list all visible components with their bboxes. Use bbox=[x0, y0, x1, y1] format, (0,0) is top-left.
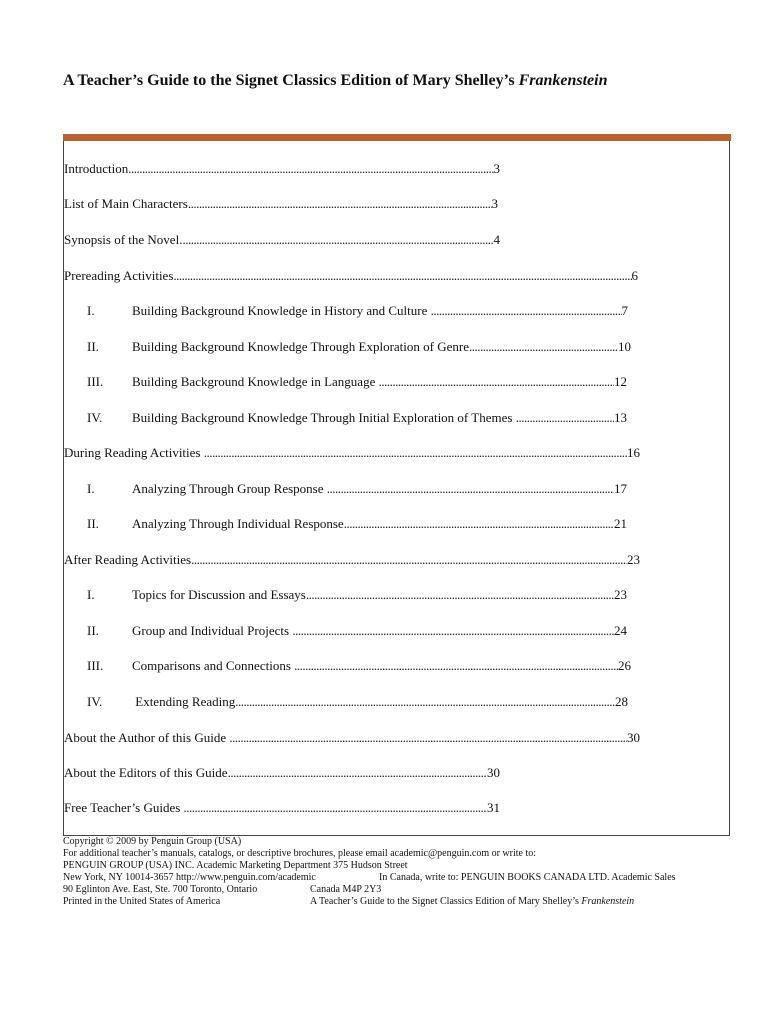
toc-leader-dots bbox=[235, 693, 615, 711]
toc-leader-dots bbox=[327, 480, 614, 498]
toc-leader-dots bbox=[469, 338, 618, 356]
toc-entry-page: 30 bbox=[627, 730, 640, 745]
publisher-line: PENGUIN GROUP (USA) INC. Academic Marketing Department 375 Hudson Street bbox=[63, 860, 408, 871]
toc-entry-label: Free Teacher’s Guides bbox=[64, 800, 184, 815]
toc-entry-number: II. bbox=[87, 516, 99, 531]
toc-leader-dots bbox=[128, 160, 493, 178]
toc-entry[interactable] bbox=[64, 622, 627, 640]
toc-entry-number: I. bbox=[87, 481, 95, 496]
toc-entry-label: Building Background Knowledge in History and Culture bbox=[132, 303, 431, 318]
address-row bbox=[63, 872, 743, 884]
toc-entry[interactable] bbox=[64, 338, 631, 356]
toc-entry[interactable] bbox=[64, 586, 627, 604]
toc-leader-dots bbox=[228, 764, 487, 782]
toc-entry[interactable] bbox=[64, 302, 628, 320]
toc-leader-dots bbox=[204, 444, 627, 462]
toc-entry-page: 28 bbox=[615, 694, 628, 709]
title-italic: Frankenstein bbox=[518, 72, 608, 89]
toc-entry[interactable] bbox=[64, 373, 627, 391]
canada-postal: Canada M4P 2Y3 bbox=[310, 884, 382, 895]
copyright-line: Copyright © 2009 by Penguin Group (USA) bbox=[63, 836, 242, 847]
table-of-contents bbox=[63, 141, 730, 836]
toc-entry[interactable] bbox=[64, 657, 631, 675]
canada-write: In Canada, write to: PENGUIN BOOKS CANADA LTD. Academic Sales bbox=[379, 872, 676, 883]
toc-leader-dots bbox=[229, 729, 627, 747]
toc-leader-dots bbox=[431, 302, 622, 320]
toc-entry-number: IV. bbox=[87, 694, 103, 709]
toc-entry-label: About the Author of this Guide bbox=[64, 730, 230, 745]
toc-entry[interactable] bbox=[64, 551, 640, 569]
footer-guide-title-text: A Teacher’s Guide to the Signet Classics Edition of Mary Shelley’s bbox=[310, 896, 582, 907]
toc-entry[interactable] bbox=[64, 231, 500, 249]
canada-row bbox=[63, 884, 743, 896]
toc-entry-page: 13 bbox=[614, 410, 627, 425]
toc-entry-page: 3 bbox=[491, 196, 498, 211]
toc-leader-dots bbox=[184, 799, 487, 817]
toc-entry-page: 6 bbox=[631, 268, 638, 283]
additional-info-line: For additional teacher’s manuals, catalogs, or descriptive brochures, please email academic@penguin.com or write to: bbox=[63, 848, 537, 859]
toc-entry-page: 23 bbox=[614, 587, 627, 602]
toc-entry-page: 24 bbox=[614, 623, 627, 638]
toc-entry-page: 26 bbox=[618, 658, 631, 673]
toc-leader-dots bbox=[306, 586, 614, 604]
toc-entry-label: Synopsis of the Novel. bbox=[64, 232, 183, 247]
toc-entry-number: I. bbox=[87, 303, 95, 318]
toc-entry-page: 21 bbox=[614, 516, 627, 531]
toc-entry-page: 10 bbox=[618, 339, 631, 354]
toc-entry-page: 12 bbox=[614, 374, 627, 389]
toc-entry-page: 4 bbox=[493, 232, 500, 247]
toc-leader-dots bbox=[191, 551, 627, 569]
toc-entry-label: Extending Reading bbox=[132, 694, 236, 709]
toc-entry-label: Analyzing Through Group Response bbox=[132, 481, 327, 496]
toc-leader-dots bbox=[344, 515, 614, 533]
toc-entry-page: 17 bbox=[614, 481, 627, 496]
toc-entry-label: Building Background Knowledge Through Exploration of Genre bbox=[132, 339, 469, 354]
toc-entry-number: III. bbox=[87, 374, 104, 389]
toc-leader-dots bbox=[294, 657, 618, 675]
title-divider bbox=[63, 134, 731, 141]
toc-entry-page: 31 bbox=[487, 800, 500, 815]
toc-entry[interactable] bbox=[64, 693, 628, 711]
toc-entry-label: Building Background Knowledge in Language bbox=[132, 374, 379, 389]
toc-leader-dots bbox=[182, 231, 493, 249]
toc-entry[interactable] bbox=[64, 764, 500, 782]
toc-entry-label: Building Background Knowledge Through Initial Exploration of Themes bbox=[132, 410, 516, 425]
ny-address: New York, NY 10014-3657 http://www.penguin.com/academic bbox=[63, 872, 316, 883]
footer-guide-title-italic: Frankenstein bbox=[581, 896, 635, 907]
footer bbox=[63, 836, 743, 908]
toc-entry-page: 23 bbox=[627, 552, 640, 567]
toc-entry-number: I. bbox=[87, 587, 95, 602]
toc-entry-number: II. bbox=[87, 339, 99, 354]
toc-entry-label: About the Editors of this Guide bbox=[64, 765, 228, 780]
toc-entry-label: During Reading Activities bbox=[64, 445, 204, 460]
toc-entry-page: 3 bbox=[493, 161, 500, 176]
toc-entry-page: 16 bbox=[627, 445, 640, 460]
printed-row bbox=[63, 896, 743, 908]
document-title bbox=[63, 72, 607, 90]
toc-entry-label: List of Main Characters bbox=[64, 196, 188, 211]
toc-entry-number: II. bbox=[87, 623, 99, 638]
toc-entry-page: 7 bbox=[621, 303, 628, 318]
toc-entry[interactable] bbox=[64, 799, 500, 817]
toc-entry-label: Group and Individual Projects bbox=[132, 623, 293, 638]
toc-entry[interactable] bbox=[64, 480, 627, 498]
toc-entry[interactable] bbox=[64, 409, 627, 427]
toc-entry-label: Comparisons and Connections bbox=[132, 658, 295, 673]
footer-guide-title bbox=[310, 896, 634, 908]
toc-entry-label: After Reading Activities bbox=[64, 552, 192, 567]
toc-entry-label: Analyzing Through Individual Response bbox=[132, 516, 344, 531]
toc-entry[interactable] bbox=[64, 267, 638, 285]
toc-entry-label: Topics for Discussion and Essays bbox=[132, 587, 306, 602]
canada-street: 90 Eglinton Ave. East, Ste. 700 Toronto, Ontario bbox=[63, 884, 258, 895]
toc-leader-dots bbox=[516, 409, 614, 427]
toc-entry[interactable] bbox=[64, 195, 498, 213]
toc-leader-dots bbox=[379, 373, 614, 391]
title-text: A Teacher’s Guide to the Signet Classics Edition of Mary Shelley’s bbox=[63, 72, 519, 89]
toc-entry[interactable] bbox=[64, 515, 627, 533]
toc-entry-label: Introduction bbox=[64, 161, 129, 176]
toc-leader-dots bbox=[292, 622, 614, 640]
toc-leader-dots bbox=[188, 195, 492, 213]
toc-leader-dots bbox=[173, 267, 631, 285]
toc-entry-number: IV. bbox=[87, 410, 103, 425]
toc-entry-label: Prereading Activities bbox=[64, 268, 174, 283]
toc-entry-number: III. bbox=[87, 658, 104, 673]
toc-entry[interactable] bbox=[64, 444, 640, 462]
toc-entry-page: 30 bbox=[487, 765, 500, 780]
toc-entry[interactable] bbox=[64, 729, 640, 747]
printed-in: Printed in the United States of America bbox=[63, 896, 221, 907]
toc-entry[interactable] bbox=[64, 160, 500, 178]
